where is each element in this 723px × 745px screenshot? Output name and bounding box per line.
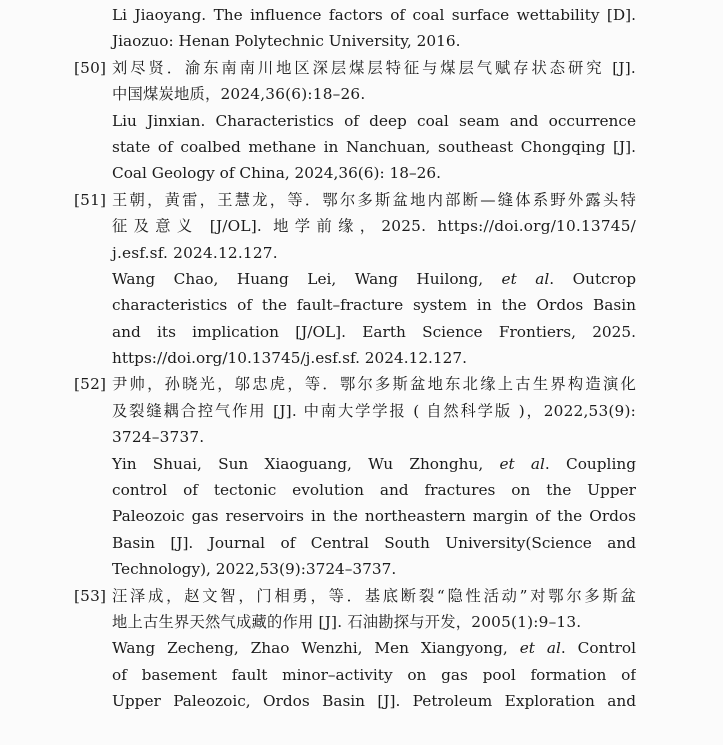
reference-line-chinese (74, 55, 636, 81)
reference-line-text: characteristics of the fault–fracture system in the Ordos Basin (112, 296, 636, 315)
reference-number: [53] (74, 586, 107, 605)
reference-entry (74, 55, 636, 187)
reference-line (74, 28, 636, 54)
reference-line-english (74, 108, 636, 134)
reference-line-english (74, 292, 636, 318)
reference-line-english (74, 503, 636, 529)
reference-line-english (74, 160, 636, 186)
reference-line-chinese (74, 240, 636, 266)
reference-line-text: 汪泽成，赵文智，门相勇，等．基底断裂“隐性活动”对鄂尔多斯盆 (112, 586, 636, 605)
reference-line-text: Basin [J]. Journal of Central South University(Science and (112, 533, 636, 552)
et-al-italic: et al (499, 454, 545, 473)
reference-line-text: of basement fault minor–activity on gas pool formation of (112, 665, 636, 684)
reference-line-english (74, 635, 636, 661)
reference-line-text: 中国煤炭地质，2024,36(6):18–26. (112, 85, 366, 104)
reference-line-english (74, 477, 636, 503)
reference-line-chinese (74, 213, 636, 239)
reference-line-text: 地上古生界天然气成藏的作用 [J]. 石油勘探与开发，2005(1):9–13. (112, 612, 582, 631)
reference-line-chinese (74, 424, 636, 450)
reference-line-text: 刘尽贤．渝东南南川地区深层煤层特征与煤层气赋存状态研究 [J]. (112, 58, 636, 77)
reference-line-text: and its implication [J/OL]. Earth Science Frontiers, 2025. (112, 322, 636, 341)
reference-line-text: Technology), 2022,53(9):3724–3737. (112, 560, 397, 579)
reference-line-text: Jiaozuo: Henan Polytechnic University, 2016. (112, 32, 461, 51)
reference-line-english (74, 556, 636, 582)
reference-line-text: . Outcrop (549, 269, 636, 288)
reference-number: [51] (74, 190, 107, 209)
reference-number: [50] (74, 58, 107, 77)
reference-line-text: Upper Paleozoic, Ordos Basin [J]. Petroleum Exploration and (112, 692, 636, 711)
reference-line-chinese (74, 81, 636, 107)
reference-entry (74, 2, 636, 55)
reference-line-text: Paleozoic gas reservoirs in the northeastern margin of the Ordos (112, 507, 636, 526)
reference-line-text: 3724–3737. (112, 428, 205, 447)
et-al-italic: et al (519, 639, 561, 658)
reference-entry (74, 583, 636, 715)
reference-line-text: Wang Zecheng, Zhao Wenzhi, Men Xiangyong, (112, 639, 520, 658)
reference-entry (74, 371, 636, 582)
reference-line-english (74, 345, 636, 371)
reference-line-text: . Control (560, 639, 636, 658)
reference-line-english (74, 134, 636, 160)
reference-line-text: 及裂缝耦合控气作用 [J]. 中南大学学报 ( 自然科学版 )，2022,53(9): (112, 401, 636, 420)
reference-line-english (74, 688, 636, 714)
reference-line-text: Wang Chao, Huang Lei, Wang Huilong, (112, 269, 502, 288)
reference-line-text: state of coalbed methane in Nanchuan, southeast Chongqing [J]. (112, 137, 636, 156)
reference-line-chinese (74, 583, 636, 609)
reference-line-english (74, 662, 636, 688)
reference-line-text: https://doi.org/10.13745/j.esf.sf. 2024.12.127. (112, 349, 467, 368)
reference-line-chinese (74, 371, 636, 397)
reference-number: [52] (74, 375, 107, 394)
reference-line-text: 王朝，黄雷，王慧龙，等．鄂尔多斯盆地内部断—缝体系野外露头特 (112, 190, 636, 209)
reference-line-english (74, 530, 636, 556)
reference-entry (74, 187, 636, 372)
reference-line-chinese (74, 187, 636, 213)
reference-line-text: Coal Geology of China, 2024,36(6): 18–26. (112, 164, 441, 183)
reference-line-chinese (74, 609, 636, 635)
reference-line-text: . Coupling (544, 454, 636, 473)
reference-line-english (74, 451, 636, 477)
reference-line-text: control of tectonic evolution and fractures on the Upper (112, 481, 636, 500)
reference-line-english (74, 319, 636, 345)
reference-line-text: 尹帅，孙晓光，邬忠虎，等．鄂尔多斯盆地东北缘上古生界构造演化 (112, 375, 636, 394)
reference-line-text: Liu Jinxian. Characteristics of deep coal seam and occurrence (112, 111, 636, 130)
reference-line (74, 2, 636, 28)
et-al-italic: et al (501, 269, 550, 288)
reference-line-text: j.esf.sf. 2024.12.127. (112, 243, 278, 262)
reference-list (74, 2, 636, 715)
reference-line-chinese (74, 398, 636, 424)
reference-line-english (74, 266, 636, 292)
reference-line-text: 征及意义 [J/OL]. 地学前缘，2025. https://doi.org/10.13745/ (112, 217, 636, 236)
reference-line-text: Yin Shuai, Sun Xiaoguang, Wu Zhonghu, (112, 454, 500, 473)
reference-line-text: Li Jiaoyang. The influence factors of coal surface wettability [D]. (112, 6, 636, 24)
